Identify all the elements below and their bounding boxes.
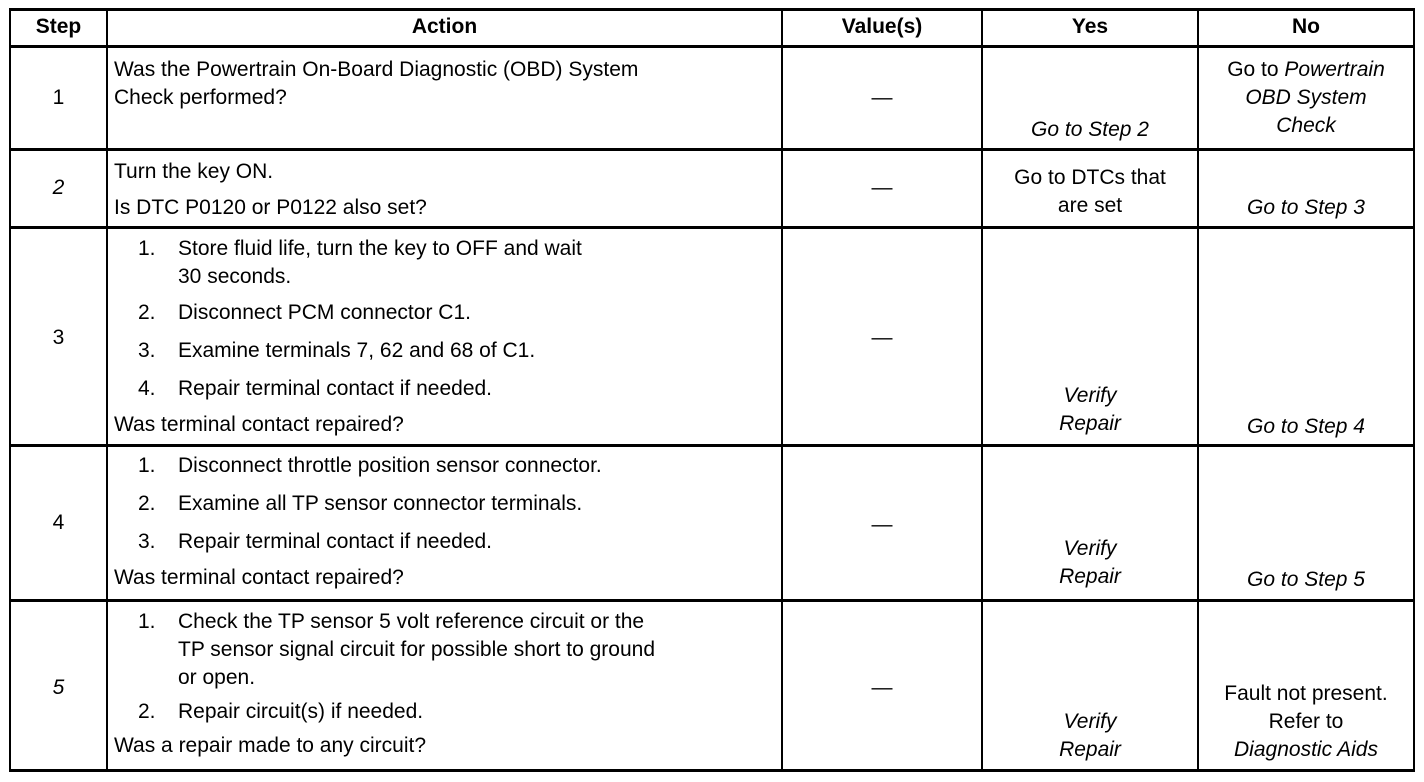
no-cell xyxy=(1199,680,1413,764)
list-text: TP sensor signal circuit for possible short to ground xyxy=(178,638,656,661)
no-cell: Go to Step 5 xyxy=(1247,568,1365,591)
list-item xyxy=(114,608,774,692)
action-cell xyxy=(114,158,774,222)
action-question: Was terminal contact repaired? xyxy=(114,413,404,436)
list-number: 4. xyxy=(138,377,156,400)
action-text: Check performed? xyxy=(114,86,287,109)
yes-text: Verify xyxy=(1063,384,1117,407)
action-cell xyxy=(114,608,774,760)
no-cell: Go to Step 4 xyxy=(1247,415,1365,438)
value-cell: — xyxy=(871,326,893,349)
yes-text: Verify xyxy=(1063,710,1117,733)
action-cell xyxy=(114,452,774,592)
yes-cell xyxy=(983,382,1197,438)
header-no: No xyxy=(1292,15,1320,38)
step-number: 3 xyxy=(52,326,65,349)
value-cell: — xyxy=(871,176,893,199)
list-number: 3. xyxy=(138,530,156,553)
no-text: Refer to xyxy=(1268,710,1344,733)
list-text: Examine all TP sensor connector terminals. xyxy=(178,492,583,515)
action-question: Was a repair made to any circuit? xyxy=(114,734,427,757)
table-border-right xyxy=(1413,8,1415,772)
list-number: 1. xyxy=(138,454,156,477)
list-text: or open. xyxy=(178,666,256,689)
action-question: Was terminal contact repaired? xyxy=(114,566,404,589)
list-item xyxy=(114,235,774,291)
yes-text: are set xyxy=(1057,194,1123,217)
list-item xyxy=(114,698,774,726)
list-text: Disconnect throttle position sensor connector. xyxy=(178,454,602,477)
step-number: 1 xyxy=(52,86,65,109)
value-cell: — xyxy=(871,86,893,109)
row-divider-4 xyxy=(9,599,1415,602)
list-number: 2. xyxy=(138,700,156,723)
row-divider-2 xyxy=(9,226,1415,229)
no-text: Go to xyxy=(1227,58,1285,81)
yes-cell xyxy=(983,708,1197,764)
yes-cell: Go to Step 2 xyxy=(1031,118,1149,141)
list-text: Store fluid life, turn the key to OFF and wait xyxy=(178,237,582,260)
list-item xyxy=(114,337,774,365)
row-divider-1 xyxy=(9,148,1415,151)
list-item xyxy=(114,375,774,403)
action-cell xyxy=(114,235,774,439)
list-text: Examine terminals 7, 62 and 68 of C1. xyxy=(178,339,536,362)
action-text: Is DTC P0120 or P0122 also set? xyxy=(114,196,427,219)
no-text: Check xyxy=(1276,114,1336,137)
no-text: OBD System xyxy=(1245,86,1367,109)
header-step: Step xyxy=(35,15,82,38)
list-number: 2. xyxy=(138,492,156,515)
list-item xyxy=(114,490,774,518)
step-number: 4 xyxy=(52,511,65,534)
header-action: Action xyxy=(411,15,478,38)
step-number: 2 xyxy=(52,176,65,199)
action-cell xyxy=(114,56,774,112)
list-item xyxy=(114,452,774,480)
list-item xyxy=(114,528,774,556)
table-border-left xyxy=(9,8,11,772)
header-values: Value(s) xyxy=(841,15,923,38)
list-text: Check the TP sensor 5 volt reference circuit or the xyxy=(178,610,645,633)
yes-text: Repair xyxy=(1059,412,1121,435)
list-number: 1. xyxy=(138,610,156,633)
list-number: 1. xyxy=(138,237,156,260)
col-divider-1 xyxy=(106,8,108,772)
no-cell xyxy=(1199,56,1413,140)
no-cell: Go to Step 3 xyxy=(1247,196,1365,219)
list-number: 3. xyxy=(138,339,156,362)
yes-text: Repair xyxy=(1059,738,1121,761)
header-divider xyxy=(9,45,1415,48)
yes-text: Go to DTCs that xyxy=(1014,166,1166,189)
list-text: Repair terminal contact if needed. xyxy=(178,530,493,553)
list-text: Repair terminal contact if needed. xyxy=(178,377,493,400)
list-text: 30 seconds. xyxy=(178,265,292,288)
yes-cell xyxy=(983,164,1197,220)
list-text: Repair circuit(s) if needed. xyxy=(178,700,424,723)
action-text: Was the Powertrain On-Board Diagnostic (OBD) System xyxy=(114,58,639,81)
list-item xyxy=(114,299,774,327)
table-border-bottom xyxy=(9,769,1415,772)
yes-cell xyxy=(983,535,1197,591)
header-yes: Yes xyxy=(1071,15,1109,38)
value-cell: — xyxy=(871,513,893,536)
yes-text: Repair xyxy=(1059,565,1121,588)
no-text: Powertrain xyxy=(1284,58,1385,81)
value-cell: — xyxy=(871,676,893,699)
action-text: Turn the key ON. xyxy=(114,160,274,183)
no-text: Diagnostic Aids xyxy=(1234,738,1378,761)
list-number: 2. xyxy=(138,301,156,324)
yes-text: Verify xyxy=(1063,537,1117,560)
row-divider-3 xyxy=(9,444,1415,447)
list-text: Disconnect PCM connector C1. xyxy=(178,301,471,324)
no-text: Fault not present. xyxy=(1224,682,1388,705)
step-number: 5 xyxy=(52,676,65,699)
col-divider-2 xyxy=(781,8,783,772)
